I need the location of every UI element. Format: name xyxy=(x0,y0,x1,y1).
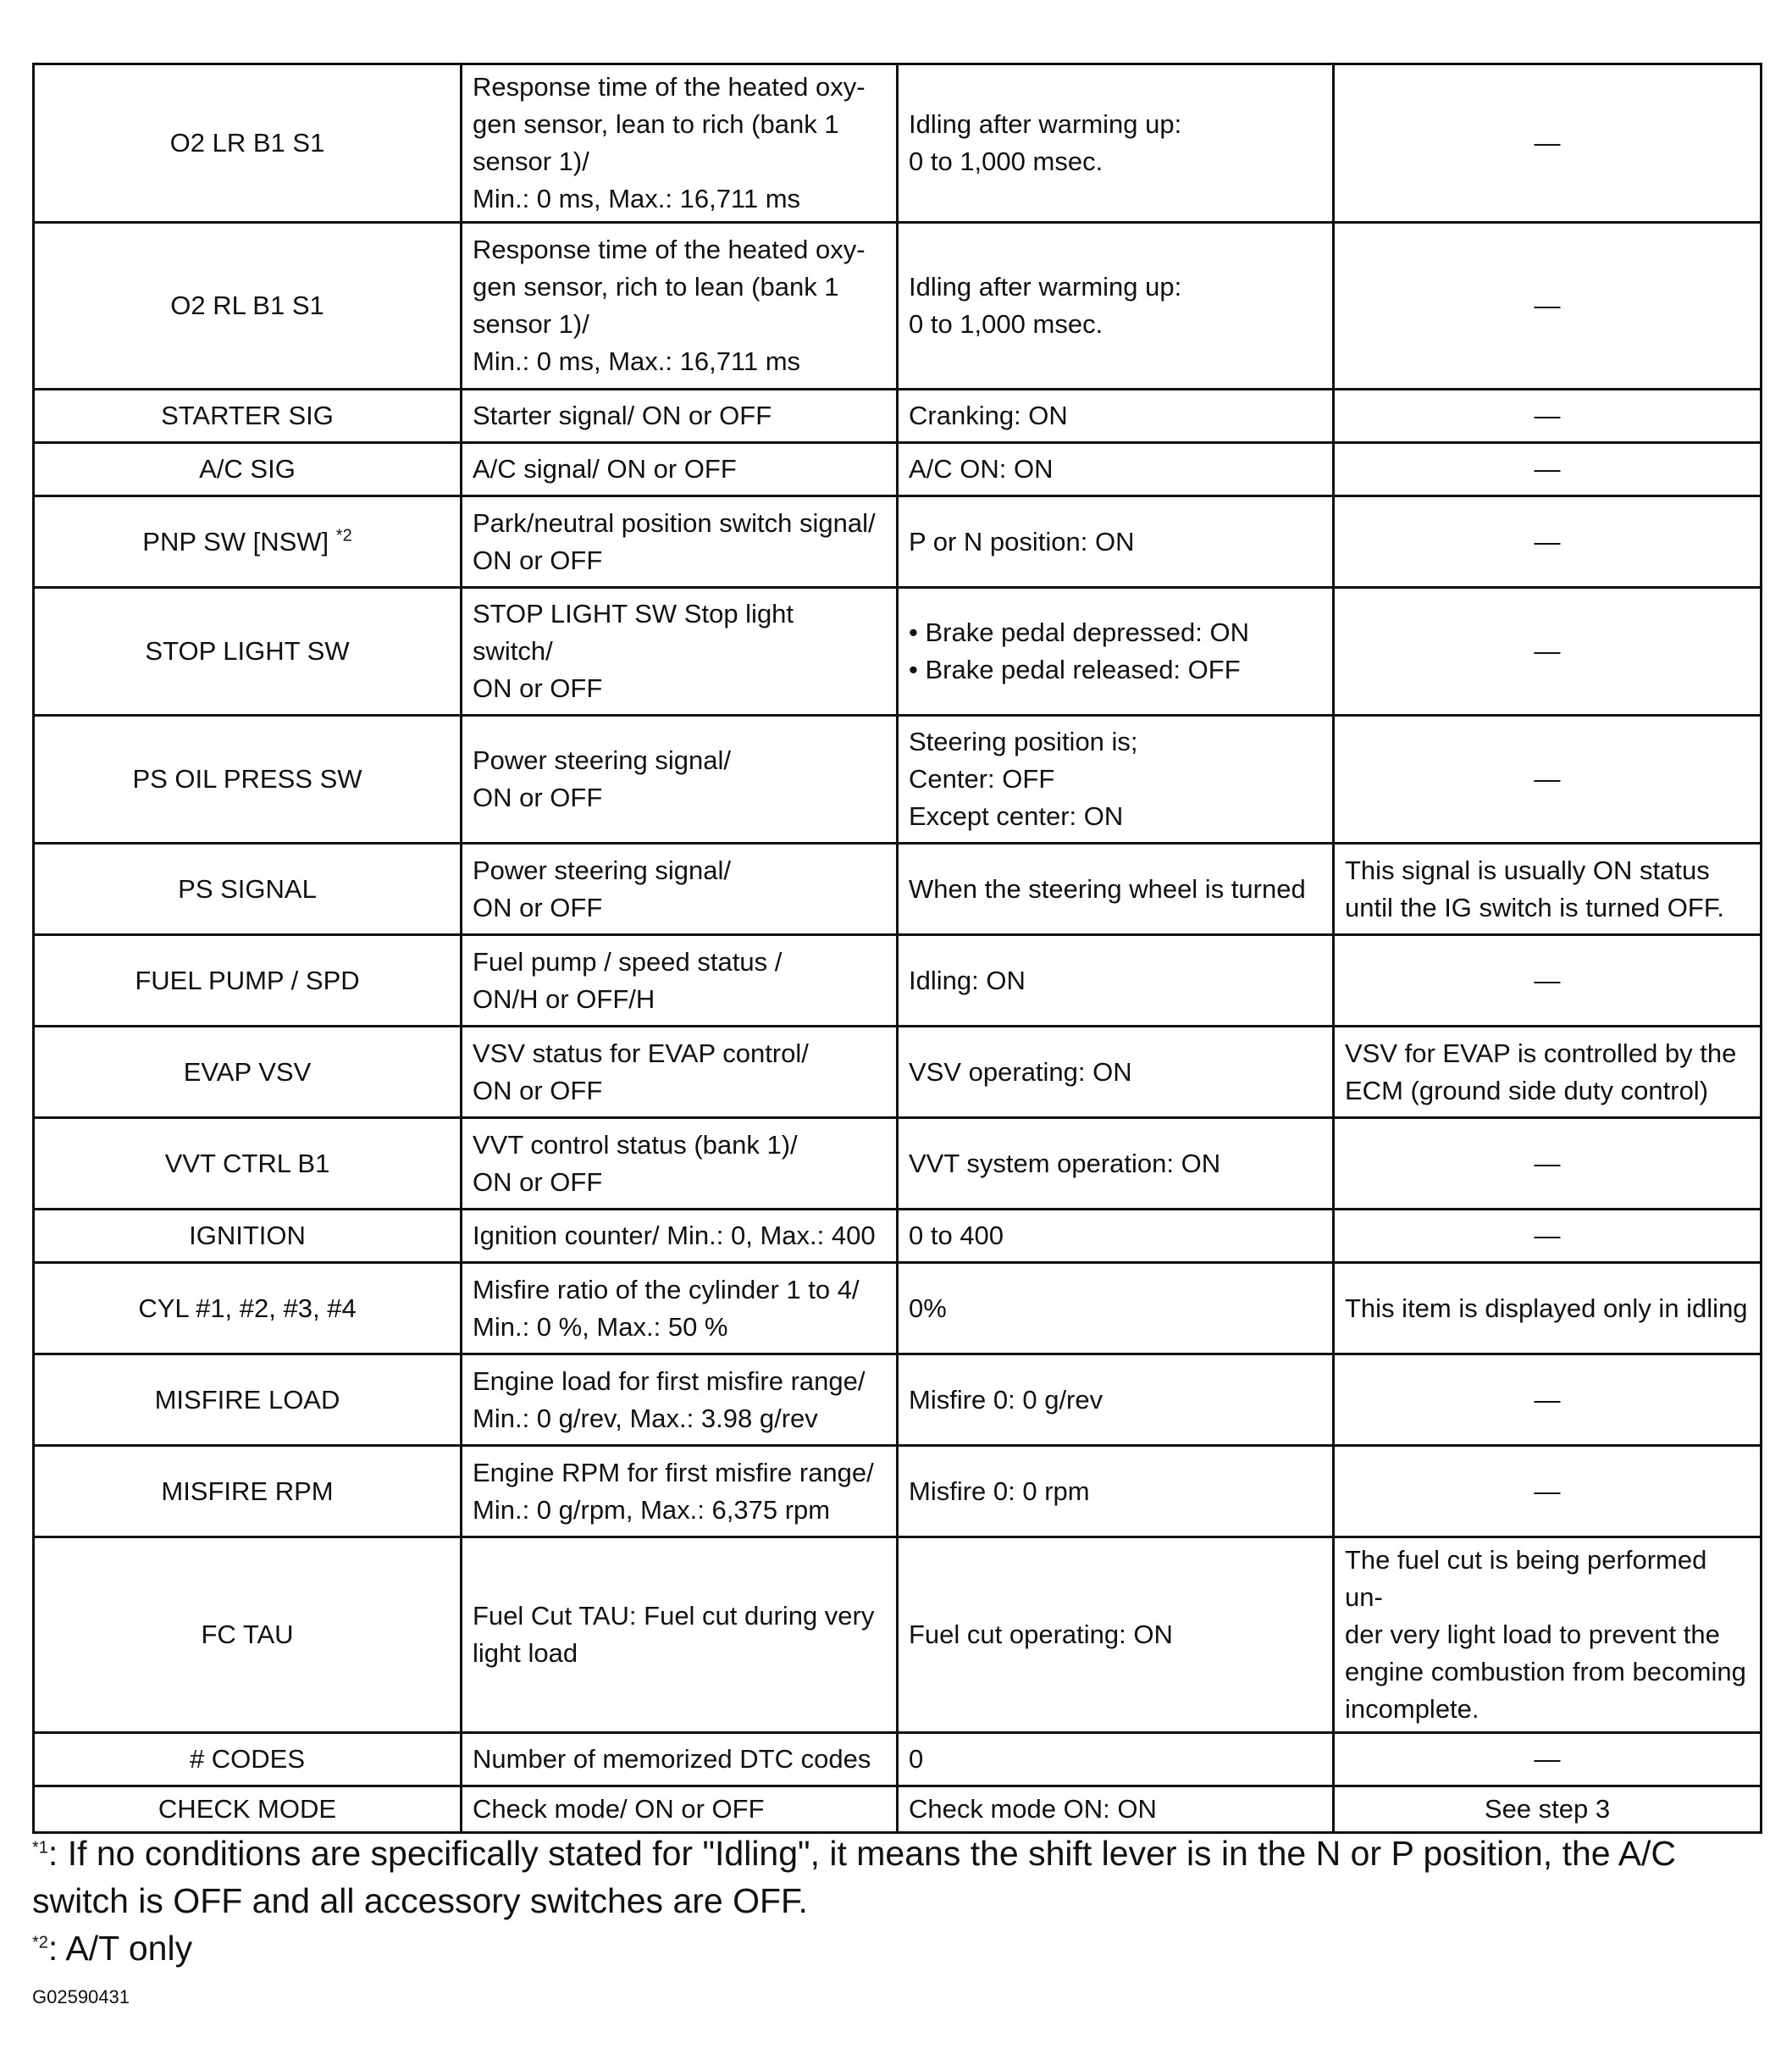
condition-cell xyxy=(898,496,1334,588)
diagnostic-note-cell xyxy=(1334,1354,1762,1446)
diagnostic-note-cell-text: — xyxy=(1534,454,1561,484)
table-row xyxy=(34,1354,1762,1446)
description-cell xyxy=(462,588,898,716)
diagnostic-note-cell-text: — xyxy=(1534,1384,1561,1415)
condition-cell xyxy=(898,1733,1334,1786)
condition-cell-text: 0 to 400 xyxy=(909,1221,1004,1250)
condition-cell xyxy=(898,64,1334,223)
condition-cell-text: • Brake pedal depressed: ON • Brake pedal released: OFF xyxy=(909,617,1250,684)
diagnostic-note-cell-text: — xyxy=(1534,764,1561,794)
diagnostic-note-cell-text: This signal is usually ON status until the IG switch is turned OFF. xyxy=(1345,855,1724,922)
description-cell xyxy=(462,1118,898,1210)
condition-cell xyxy=(898,1118,1334,1210)
table-row xyxy=(34,716,1762,844)
diagnostic-note-cell-text: — xyxy=(1534,526,1561,557)
condition-cell xyxy=(898,1446,1334,1537)
diagnostic-note-cell-text: — xyxy=(1534,291,1561,320)
diagnostic-note-cell xyxy=(1334,1118,1762,1210)
condition-cell xyxy=(898,1263,1334,1354)
condition-cell-text: VVT system operation: ON xyxy=(909,1148,1221,1178)
footnote-2 xyxy=(32,1924,1760,1972)
condition-cell-text: VSV operating: ON xyxy=(909,1056,1132,1087)
description-cell-text: Check mode/ ON or OFF xyxy=(473,1794,765,1824)
item-name-cell xyxy=(34,1733,462,1786)
data-list-table xyxy=(32,63,1762,1834)
condition-cell-text: Check mode ON: ON xyxy=(909,1794,1157,1824)
item-name-cell-text: MISFIRE RPM xyxy=(161,1476,334,1506)
table-row xyxy=(34,496,1762,588)
diagnostic-note-cell xyxy=(1334,588,1762,716)
table-row xyxy=(34,935,1762,1027)
footnote-text: : A/T only xyxy=(47,1929,193,1968)
item-name-cell-text: FUEL PUMP / SPD xyxy=(135,965,360,995)
item-name-cell-text: A/C SIG xyxy=(199,454,296,484)
table-row xyxy=(34,443,1762,496)
item-name-cell xyxy=(34,1118,462,1210)
item-name-cell-text: # CODES xyxy=(189,1744,306,1774)
description-cell xyxy=(462,1210,898,1263)
condition-cell xyxy=(898,223,1334,390)
description-cell-text: VSV status for EVAP control/ ON or OFF xyxy=(473,1038,809,1105)
description-cell xyxy=(462,1354,898,1446)
description-cell xyxy=(462,1446,898,1537)
diagnostic-note-cell-text: — xyxy=(1534,965,1561,995)
item-name-cell xyxy=(34,844,462,935)
diagnostic-note-cell xyxy=(1334,1537,1762,1733)
description-cell-text: Park/neutral position switch signal/ ON or OFF xyxy=(473,507,876,575)
table-row xyxy=(34,1446,1762,1537)
description-cell-text: Engine load for first misfire range/ Min.: 0 g/rev, Max.: 3.98 g/rev xyxy=(473,1365,866,1433)
description-cell xyxy=(462,1733,898,1786)
condition-cell xyxy=(898,1354,1334,1446)
footnote-ref: *2 xyxy=(335,526,352,545)
diagnostic-note-cell-text: — xyxy=(1534,1476,1561,1506)
table-row xyxy=(34,223,1762,390)
description-cell xyxy=(462,443,898,496)
description-cell-text: Engine RPM for first misfire range/ Min.: 0 g/rpm, Max.: 6,375 rpm xyxy=(473,1457,874,1525)
item-name-cell xyxy=(34,1537,462,1733)
condition-cell-text: When the steering wheel is turned xyxy=(909,873,1306,904)
condition-cell xyxy=(898,1537,1334,1733)
condition-cell xyxy=(898,1786,1334,1833)
diagnostic-note-cell xyxy=(1334,844,1762,935)
condition-cell-text: P or N position: ON xyxy=(909,526,1135,557)
item-name-cell-text: EVAP VSV xyxy=(183,1056,312,1087)
item-name-cell-text: O2 RL B1 S1 xyxy=(170,291,324,320)
item-name-cell-text: MISFIRE LOAD xyxy=(154,1384,340,1415)
footnote-1 xyxy=(32,1830,1760,1924)
description-cell-text: Starter signal/ ON or OFF xyxy=(473,401,772,430)
description-cell xyxy=(462,223,898,390)
diagnostic-note-cell xyxy=(1334,64,1762,223)
item-name-cell-text: PS OIL PRESS SW xyxy=(132,764,362,794)
description-cell-text: Misfire ratio of the cylinder 1 to 4/ Min.: 0 %, Max.: 50 % xyxy=(473,1274,860,1342)
diagnostic-note-cell-text: See step 3 xyxy=(1484,1794,1611,1824)
description-cell-text: Fuel pump / speed status / ON/H or OFF/H xyxy=(473,946,783,1014)
item-name-cell xyxy=(34,223,462,390)
diagnostic-note-cell xyxy=(1334,1786,1762,1833)
condition-cell-text: A/C ON: ON xyxy=(909,454,1054,484)
condition-cell-text: Idling after warming up: 0 to 1,000 msec. xyxy=(909,109,1182,176)
item-name-cell-text: STARTER SIG xyxy=(161,401,334,430)
diagnostic-note-cell-text: VSV for EVAP is controlled by the ECM (ground side duty control) xyxy=(1345,1038,1737,1105)
condition-cell xyxy=(898,844,1334,935)
condition-cell xyxy=(898,1027,1334,1118)
item-name-cell xyxy=(34,64,462,223)
description-cell xyxy=(462,844,898,935)
description-cell xyxy=(462,1786,898,1833)
diagnostic-note-cell-text: — xyxy=(1534,1148,1561,1178)
diagnostic-note-cell xyxy=(1334,496,1762,588)
diagnostic-note-cell-text: — xyxy=(1534,636,1561,666)
condition-cell-text: Fuel cut operating: ON xyxy=(909,1620,1173,1649)
description-cell-text: Power steering signal/ ON or OFF xyxy=(473,745,731,812)
condition-cell xyxy=(898,935,1334,1027)
description-cell-text: STOP LIGHT SW Stop light switch/ ON or OFF xyxy=(473,599,794,703)
description-cell xyxy=(462,1263,898,1354)
table-row xyxy=(34,1733,1762,1786)
diagnostic-note-cell-text: — xyxy=(1534,128,1561,158)
item-name-cell-text: CHECK MODE xyxy=(158,1794,337,1824)
condition-cell xyxy=(898,390,1334,443)
condition-cell-text: Misfire 0: 0 g/rev xyxy=(909,1384,1103,1415)
diagnostic-note-cell xyxy=(1334,935,1762,1027)
condition-cell xyxy=(898,588,1334,716)
diagnostic-note-cell-text: — xyxy=(1534,1744,1561,1774)
item-name-cell-text: PS SIGNAL xyxy=(178,873,317,904)
description-cell-text: Ignition counter/ Min.: 0, Max.: 400 xyxy=(473,1221,876,1250)
item-name-cell xyxy=(34,1210,462,1263)
footnote-text: : If no conditions are specifically stated for "Idling", it means the shift lever is in the N or P position, the A/C switch is OFF and all accessory switches are OFF. xyxy=(32,1834,1677,1920)
condition-cell-text: Cranking: ON xyxy=(909,401,1068,430)
description-cell xyxy=(462,935,898,1027)
figure-code: G02590431 xyxy=(32,1986,130,2007)
item-name-cell xyxy=(34,390,462,443)
condition-cell-text: 0% xyxy=(909,1293,947,1323)
table-row xyxy=(34,390,1762,443)
table-row xyxy=(34,1210,1762,1263)
table-row xyxy=(34,844,1762,935)
description-cell xyxy=(462,64,898,223)
diagnostic-note-cell xyxy=(1334,1210,1762,1263)
item-name-cell-text: CYL #1, #2, #3, #4 xyxy=(138,1293,357,1323)
diagnostic-note-cell-text: — xyxy=(1534,1221,1561,1250)
diagnostic-note-cell xyxy=(1334,223,1762,390)
description-cell xyxy=(462,496,898,588)
item-name-cell xyxy=(34,588,462,716)
item-name-cell-text: STOP LIGHT SW xyxy=(145,636,350,666)
condition-cell xyxy=(898,443,1334,496)
description-cell-text: Response time of the heated oxy- gen sensor, lean to rich (bank 1 sensor 1)/ Min.: 0 ms, Max.: 16,711 ms xyxy=(473,72,866,213)
item-name-cell xyxy=(34,1263,462,1354)
footnote-mark: *1 xyxy=(32,1838,48,1858)
diagnostic-note-cell xyxy=(1334,443,1762,496)
item-name-cell xyxy=(34,1446,462,1537)
item-name-cell xyxy=(34,1786,462,1833)
diagnostic-note-cell-text: This item is displayed only in idling xyxy=(1345,1293,1748,1323)
description-cell-text: A/C signal/ ON or OFF xyxy=(473,454,737,484)
condition-cell xyxy=(898,716,1334,844)
item-name-cell-text: FC TAU xyxy=(201,1620,294,1649)
condition-cell xyxy=(898,1210,1334,1263)
description-cell-text: Response time of the heated oxy- gen sensor, rich to lean (bank 1 sensor 1)/ Min.: 0 ms, Max.: 16,711 ms xyxy=(473,235,866,376)
item-name-cell-text: VVT CTRL B1 xyxy=(164,1148,330,1178)
item-name-cell xyxy=(34,1354,462,1446)
item-name-cell xyxy=(34,496,462,588)
condition-cell-text: Idling after warming up: 0 to 1,000 msec. xyxy=(909,272,1182,339)
diagnostic-note-cell xyxy=(1334,716,1762,844)
footnotes xyxy=(32,1830,1760,1972)
description-cell-text: Fuel Cut TAU: Fuel cut during very light load xyxy=(473,1601,875,1668)
item-name-cell xyxy=(34,443,462,496)
table-row xyxy=(34,588,1762,716)
diagnostic-note-cell xyxy=(1334,1263,1762,1354)
condition-cell-text: Misfire 0: 0 rpm xyxy=(909,1476,1090,1506)
item-name-cell-text: O2 LR B1 S1 xyxy=(169,128,325,158)
table-row xyxy=(34,1118,1762,1210)
table-row xyxy=(34,1027,1762,1118)
description-cell xyxy=(462,716,898,844)
item-name-cell-text: PNP SW [NSW] xyxy=(142,526,336,557)
table-row xyxy=(34,1786,1762,1833)
diagnostic-note-cell xyxy=(1334,1733,1762,1786)
diagnostic-note-cell-text: The fuel cut is being performed un- der very light load to prevent the engine combustion from becoming incomplete. xyxy=(1345,1545,1746,1724)
item-name-cell-text: IGNITION xyxy=(189,1221,306,1250)
table-row xyxy=(34,64,1762,223)
item-name-cell xyxy=(34,716,462,844)
footnote-mark: *2 xyxy=(32,1933,48,1952)
diagnostic-note-cell xyxy=(1334,1446,1762,1537)
description-cell xyxy=(462,1537,898,1733)
description-cell-text: Number of memorized DTC codes xyxy=(473,1744,871,1774)
table-body xyxy=(34,64,1762,1833)
item-name-cell xyxy=(34,935,462,1027)
diagnostic-note-cell xyxy=(1334,1027,1762,1118)
table-row xyxy=(34,1263,1762,1354)
table-row xyxy=(34,1537,1762,1733)
item-name-cell xyxy=(34,1027,462,1118)
condition-cell-text: Idling: ON xyxy=(909,965,1026,995)
condition-cell-text: Steering position is; Center: OFF Except center: ON xyxy=(909,727,1138,831)
description-cell-text: Power steering signal/ ON or OFF xyxy=(473,855,731,922)
description-cell xyxy=(462,390,898,443)
description-cell-text: VVT control status (bank 1)/ ON or OFF xyxy=(473,1129,798,1197)
description-cell xyxy=(462,1027,898,1118)
condition-cell-text: 0 xyxy=(909,1744,924,1774)
diagnostic-note-cell xyxy=(1334,390,1762,443)
diagnostic-note-cell-text: — xyxy=(1534,401,1561,430)
